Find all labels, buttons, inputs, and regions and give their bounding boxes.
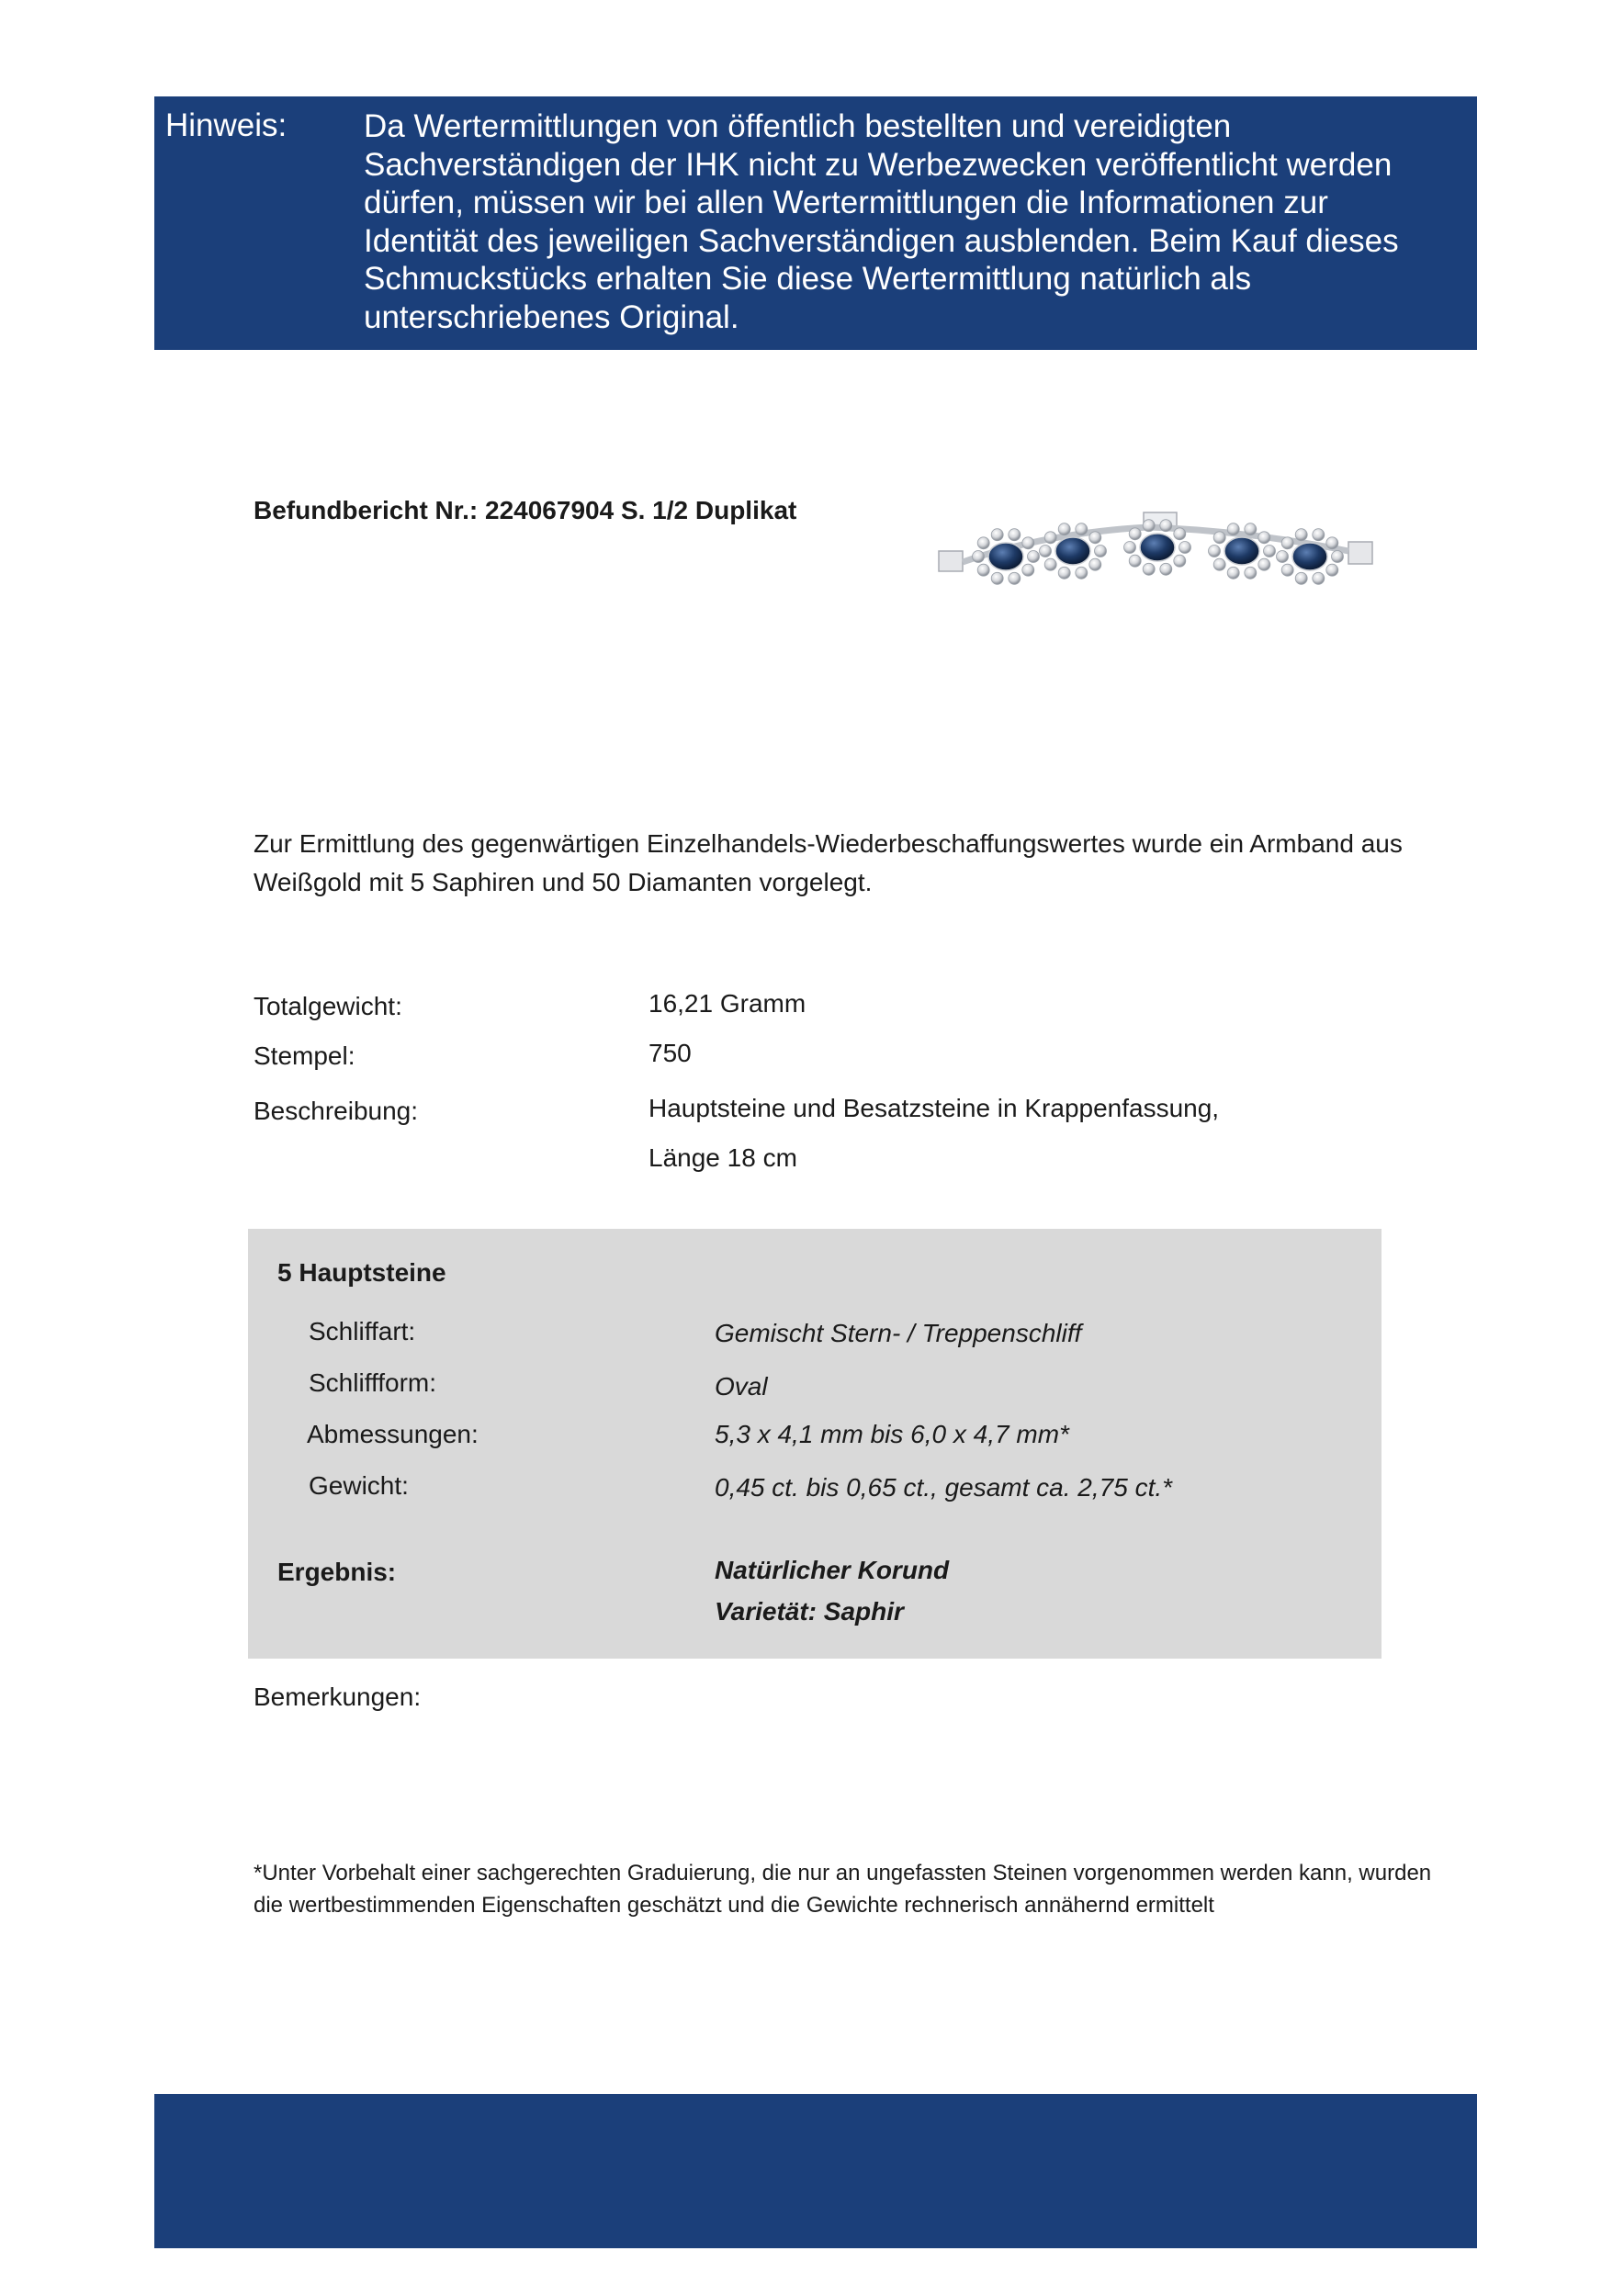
dimensions-label: Abmessungen: xyxy=(307,1420,479,1448)
diamond xyxy=(1258,532,1270,544)
diamond xyxy=(1058,567,1070,579)
diamond xyxy=(1264,546,1276,557)
bracelet-cluster xyxy=(973,529,1040,585)
diamond xyxy=(1129,555,1141,567)
diamond xyxy=(1160,520,1172,532)
diamond xyxy=(1129,528,1141,540)
total-weight-value: 16,21 Gramm xyxy=(648,989,806,1018)
weight-value: 0,45 ct. bis 0,65 ct., gesamt ca. 2,75 ct.* xyxy=(715,1473,1173,1502)
diamond xyxy=(1022,564,1034,576)
diamond xyxy=(1076,567,1088,579)
diamond xyxy=(1040,546,1052,557)
diamond xyxy=(1160,563,1172,575)
diamond xyxy=(1281,564,1293,576)
hallmark-label: Stempel: xyxy=(254,1041,355,1070)
main-stones-box xyxy=(248,1229,1382,1659)
bracelet-end-link-right xyxy=(1348,542,1372,564)
cut-shape-label: Schliffform: xyxy=(309,1368,437,1397)
diamond xyxy=(1332,551,1344,563)
sapphire xyxy=(988,543,1023,570)
diamond xyxy=(1044,532,1056,544)
notice-label: Hinweis: xyxy=(165,107,288,143)
result-label: Ergebnis: xyxy=(277,1558,397,1586)
diamond xyxy=(1295,529,1307,541)
diamond xyxy=(991,529,1003,541)
diamond xyxy=(1174,555,1186,567)
cut-shape-value: Oval xyxy=(715,1372,768,1401)
diamond xyxy=(1281,537,1293,549)
diamond xyxy=(977,564,989,576)
diamond xyxy=(1143,563,1155,575)
diamond xyxy=(1295,572,1307,584)
sapphire xyxy=(1292,543,1327,570)
diamond xyxy=(1209,546,1221,557)
diamond xyxy=(1089,558,1101,570)
diamond xyxy=(1313,529,1325,541)
diamond xyxy=(1044,558,1056,570)
diamond xyxy=(1174,528,1186,540)
notice-banner xyxy=(154,96,1477,350)
report-title: Befundbericht Nr.: 224067904 S. 1/2 Duplikat xyxy=(254,496,797,524)
main-stones-heading: 5 Hauptsteine xyxy=(277,1258,446,1287)
diamond xyxy=(1028,551,1040,563)
diamond xyxy=(1245,523,1257,535)
total-weight-label: Totalgewicht: xyxy=(254,992,402,1020)
sapphire xyxy=(1224,537,1259,565)
diamond xyxy=(1227,567,1239,579)
sapphire xyxy=(1140,534,1175,561)
diamond xyxy=(1022,537,1034,549)
diamond xyxy=(1009,529,1021,541)
weight-label: Gewicht: xyxy=(309,1471,409,1500)
cut-style-label: Schliffart: xyxy=(309,1317,416,1345)
diamond xyxy=(1076,523,1088,535)
intro-paragraph: Zur Ermittlung des gegenwärtigen Einzelhandels-Wiederbeschaffungswertes wurde ein Armband aus Weißgold mit 5 Saphiren und 50 Diamanten vorgelegt. xyxy=(254,829,1403,896)
bracelet-cluster xyxy=(1277,529,1344,585)
diamond xyxy=(977,537,989,549)
diamond xyxy=(1009,572,1021,584)
cut-style-value: Gemischt Stern- / Treppenschliff xyxy=(715,1319,1082,1347)
diamond xyxy=(1089,532,1101,544)
bracelet-cluster xyxy=(1040,523,1107,580)
description-value: Hauptsteine und Besatzsteine in Krappenfassung, xyxy=(648,1094,1220,1122)
diamond xyxy=(1326,537,1338,549)
diamond xyxy=(1258,558,1270,570)
diamond xyxy=(1227,523,1239,535)
result-mineral: Natürlicher Korund xyxy=(715,1556,950,1584)
diamond xyxy=(991,572,1003,584)
hallmark-value: 750 xyxy=(648,1039,692,1067)
diamond xyxy=(1277,551,1289,563)
notice-text: Da Wertermittlungen von öffentlich bestellten und vereidigten Sachverständigen der IHK nicht zu Werbezwecken veröffentlicht werden dürfen, müssen wir bei allen Wertermittlungen die Informationen zur Identität des jeweiligen Sachverständigen ausblenden. Beim Kauf dieses Schmuckstücks erhalten Sie diese Wertermittlung natürlich als unterschriebenes Original. xyxy=(364,108,1399,335)
remarks-label: Bemerkungen: xyxy=(254,1683,422,1711)
diamond xyxy=(1213,558,1225,570)
diamond xyxy=(1124,542,1136,554)
diamond xyxy=(973,551,985,563)
diamond xyxy=(1326,564,1338,576)
description-label: Beschreibung: xyxy=(254,1097,419,1125)
diamond xyxy=(1143,520,1155,532)
diamond xyxy=(1245,567,1257,579)
footer-bar xyxy=(154,2094,1477,2248)
diamond xyxy=(1179,542,1191,554)
footnote: *Unter Vorbehalt einer sachgerechten Graduierung, die nur an ungefassten Steinen vorgenommen werden kann, wurden die wertbestimmenden Eigenschaften geschätzt und die Gewichte rechnerisch annähernd ermittelt xyxy=(254,1861,1432,1918)
diamond xyxy=(1313,572,1325,584)
result-variety: Varietät: Saphir xyxy=(715,1597,904,1626)
diamond xyxy=(1213,532,1225,544)
bracelet-photo xyxy=(937,511,1374,602)
diamond xyxy=(1058,523,1070,535)
dimensions-value: 5,3 x 4,1 mm bis 6,0 x 4,7 mm* xyxy=(715,1420,1069,1448)
diamond xyxy=(1095,546,1107,557)
description-length: Länge 18 cm xyxy=(648,1143,797,1172)
sapphire xyxy=(1055,537,1090,565)
bracelet-end-link-left xyxy=(939,551,963,571)
